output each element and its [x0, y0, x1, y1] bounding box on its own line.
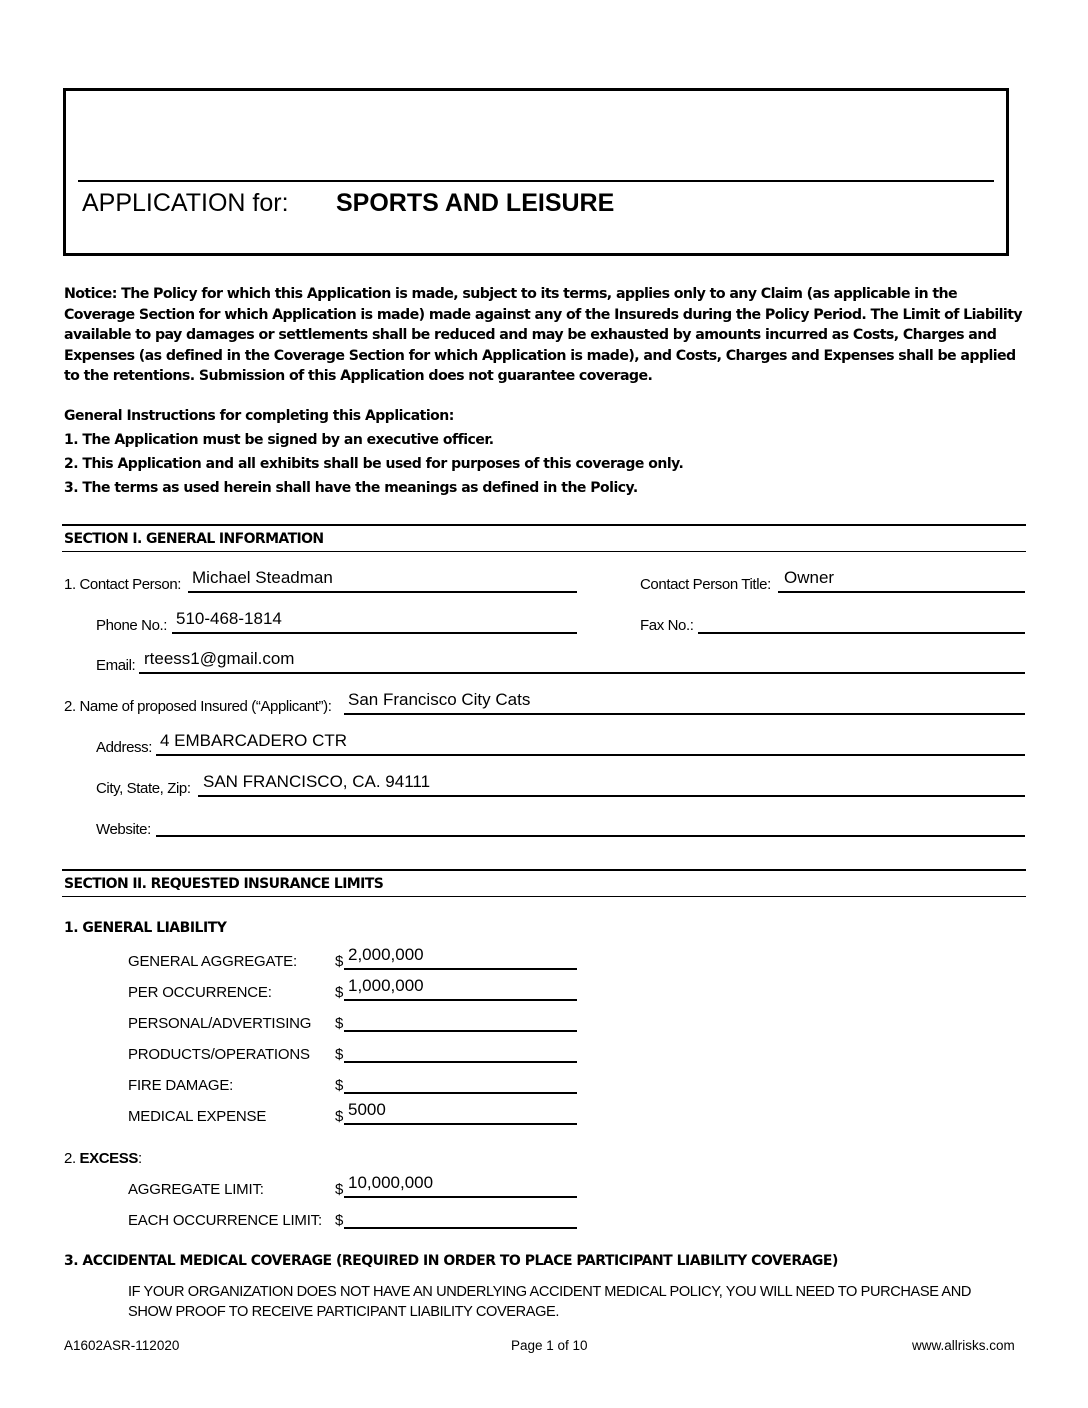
city-field[interactable]: SAN FRANCISCO, CA. 94111: [203, 772, 431, 791]
medical-expense-line: [344, 1123, 577, 1125]
currency-symbol: $: [335, 1046, 344, 1063]
section-2-title: SECTION II. REQUESTED INSURANCE LIMITS: [64, 876, 384, 892]
fire-damage-line: [344, 1092, 577, 1094]
per-occurrence-line: [344, 999, 577, 1001]
contact-person-line: [188, 591, 577, 593]
personal-advertising-label: PERSONAL/ADVERTISING: [128, 1015, 312, 1032]
instruction-item: 3. The terms as used herein shall have the meanings as defined in the Policy.: [64, 480, 638, 496]
accident-medical-heading: 3. ACCIDENTAL MEDICAL COVERAGE (REQUIRED IN ORDER TO PLACE PARTICIPANT LIABILITY COVERAGE): [64, 1253, 838, 1269]
page-number: Page 1 of 10: [511, 1338, 588, 1353]
fax-line: [698, 632, 1025, 634]
section-1-title: SECTION I. GENERAL INFORMATION: [64, 531, 324, 547]
address-label: Address:: [96, 739, 152, 756]
contact-title-field[interactable]: Owner: [784, 568, 835, 587]
city-line: [198, 795, 1025, 797]
fire-damage-label: FIRE DAMAGE:: [128, 1077, 234, 1094]
city-label: City, State, Zip:: [96, 780, 191, 797]
accident-medical-text-line: SHOW PROOF TO RECEIVE PARTICIPANT LIABILITY COVERAGE.: [128, 1304, 560, 1320]
medical-expense-label: MEDICAL EXPENSE: [128, 1108, 267, 1125]
excess-colon: :: [137, 1150, 142, 1167]
email-line: [139, 672, 1025, 674]
personal-advertising-line: [344, 1030, 577, 1032]
currency-symbol: $: [335, 984, 344, 1001]
address-line: [156, 754, 1025, 756]
contact-title-line: [778, 591, 1025, 593]
accident-medical-text-line: IF YOUR ORGANIZATION DOES NOT HAVE AN UNDERLYING ACCIDENT MEDICAL POLICY, YOU WILL NEED TO PURCHASE AND: [128, 1284, 971, 1300]
section-top-rule: [62, 524, 1026, 526]
insured-label: 2. Name of proposed Insured (“Applicant”):: [64, 698, 332, 715]
aggregate-limit-line: [344, 1196, 577, 1198]
medical-expense-field[interactable]: 5000: [348, 1100, 386, 1119]
instructions-heading: General Instructions for completing this Application:: [64, 408, 454, 424]
website-line: [156, 835, 1025, 837]
email-field[interactable]: rteess1@gmail.com: [144, 649, 295, 668]
aggregate-limit-label: AGGREGATE LIMIT:: [128, 1181, 264, 1198]
currency-symbol: $: [335, 953, 344, 970]
general-aggregate-field[interactable]: 2,000,000: [348, 945, 424, 964]
insured-line: [344, 713, 1025, 715]
per-occurrence-field[interactable]: 1,000,000: [348, 976, 424, 995]
instruction-item: 2. This Application and all exhibits shall be used for purposes of this coverage only.: [64, 456, 684, 472]
header-divider: [78, 180, 994, 182]
section-bottom-rule: [62, 896, 1026, 897]
aggregate-limit-field[interactable]: 10,000,000: [348, 1173, 434, 1192]
phone-label: Phone No.:: [96, 617, 168, 634]
section-bottom-rule: [62, 551, 1026, 552]
application-type: SPORTS AND LEISURE: [336, 189, 615, 217]
insured-field[interactable]: San Francisco City Cats: [348, 690, 531, 709]
fax-label: Fax No.:: [640, 617, 694, 634]
products-operations-label: PRODUCTS/OPERATIONS: [128, 1046, 310, 1063]
contact-person-label: 1. Contact Person:: [64, 576, 182, 593]
each-occurrence-limit-label: EACH OCCURRENCE LIMIT:: [128, 1212, 322, 1229]
footer-website: www.allrisks.com: [912, 1338, 1015, 1353]
currency-symbol: $: [335, 1015, 344, 1032]
contact-title-label: Contact Person Title:: [640, 576, 771, 593]
phone-line: [172, 632, 577, 634]
general-aggregate-line: [344, 968, 577, 970]
section-top-rule: [62, 869, 1026, 871]
application-label: APPLICATION for:: [82, 189, 289, 217]
general-aggregate-label: GENERAL AGGREGATE:: [128, 953, 297, 970]
currency-symbol: $: [335, 1181, 344, 1198]
form-number: A1602ASR-112020: [64, 1338, 180, 1353]
per-occurrence-label: PER OCCURRENCE:: [128, 984, 272, 1001]
currency-symbol: $: [335, 1077, 344, 1094]
excess-number: 2.: [64, 1150, 80, 1167]
currency-symbol: $: [335, 1212, 344, 1229]
website-label: Website:: [96, 821, 151, 838]
application-header-box: [63, 88, 1009, 256]
general-liability-heading: 1. GENERAL LIABILITY: [64, 920, 227, 936]
contact-person-field[interactable]: Michael Steadman: [192, 568, 333, 587]
phone-field[interactable]: 510-468-1814: [176, 609, 282, 628]
excess-word: EXCESS: [79, 1150, 138, 1167]
address-field[interactable]: 4 EMBARCADERO CTR: [160, 731, 348, 750]
notice-paragraph: Notice: The Policy for which this Application is made, subject to its terms, applies only to any Claim (as applicable in the Coverage Section for which Application is made) made against any of the Insureds during the Policy Period. The Limit of Liability available to pay damages or settlements shall be reduced and may be exhausted by amounts incurred as Costs, Charges and Expenses (as defined in the Coverage Section for which Application is made), and Costs, Charges and Expenses shall be applied to the retentions. Submission of this Application does not guarantee coverage.: [64, 286, 1023, 384]
instruction-item: 1. The Application must be signed by an executive officer.: [64, 432, 494, 448]
each-occurrence-limit-line: [344, 1227, 577, 1229]
products-operations-line: [344, 1061, 577, 1063]
currency-symbol: $: [335, 1108, 344, 1125]
excess-heading: [64, 1150, 142, 1167]
email-label: Email:: [96, 657, 136, 674]
